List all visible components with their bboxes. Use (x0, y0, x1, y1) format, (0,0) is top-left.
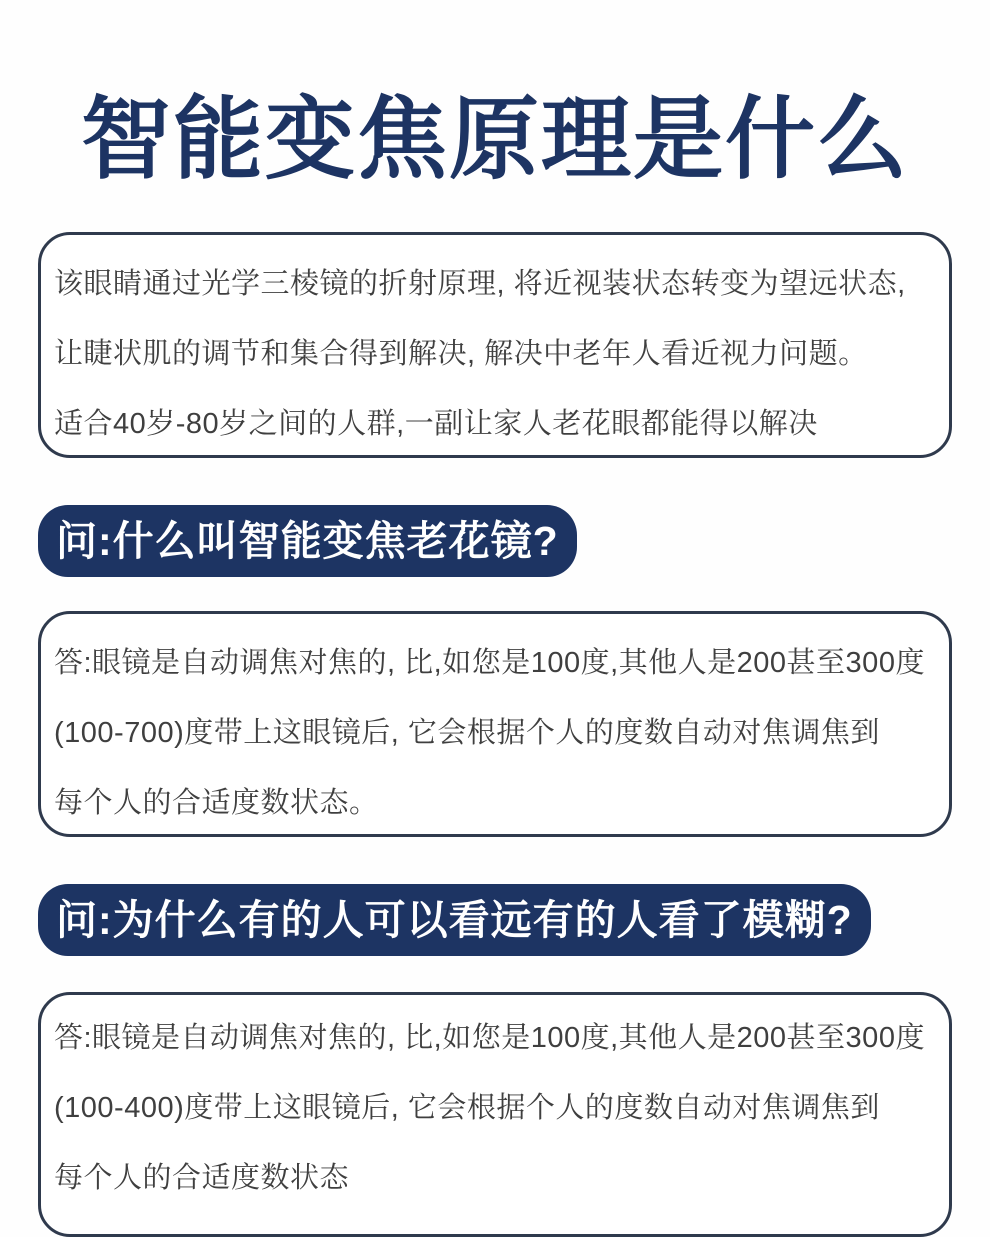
question-2-label: 问:为什么有的人可以看远有的人看了模糊? (56, 897, 853, 943)
question-banner-2 (38, 884, 871, 956)
intro-line-3: 适合40岁-80岁之间的人群,一副让家人老花眼都能得以解决 (54, 408, 818, 440)
answer-box-2 (38, 992, 952, 1237)
answer-2-line-1: 答:眼镜是自动调焦对焦的, 比,如您是100度,其他人是200甚至300度 (54, 1022, 925, 1054)
page-title: 智能变焦原理是什么 (81, 90, 909, 190)
question-1-label: 问:什么叫智能变焦老花镜? (56, 518, 559, 564)
answer-1-line-2: (100-700)度带上这眼镜后, 它会根据个人的度数自动对焦调焦到 (54, 717, 880, 749)
answer-2-line-3: 每个人的合适度数状态 (54, 1162, 350, 1194)
answer-1-line-1: 答:眼镜是自动调焦对焦的, 比,如您是100度,其他人是200甚至300度 (54, 647, 925, 679)
question-banner-1 (38, 505, 577, 577)
answer-box-1 (38, 611, 952, 837)
intro-box (38, 232, 952, 458)
answer-2-line-2: (100-400)度带上这眼镜后, 它会根据个人的度数自动对焦调焦到 (54, 1092, 880, 1124)
intro-line-1: 该眼睛通过光学三棱镜的折射原理, 将近视装状态转变为望远状态, (54, 268, 906, 300)
answer-1-line-3: 每个人的合适度数状态。 (54, 787, 379, 819)
intro-line-2: 让睫状肌的调节和集合得到解决, 解决中老年人看近视力问题。 (54, 338, 868, 370)
